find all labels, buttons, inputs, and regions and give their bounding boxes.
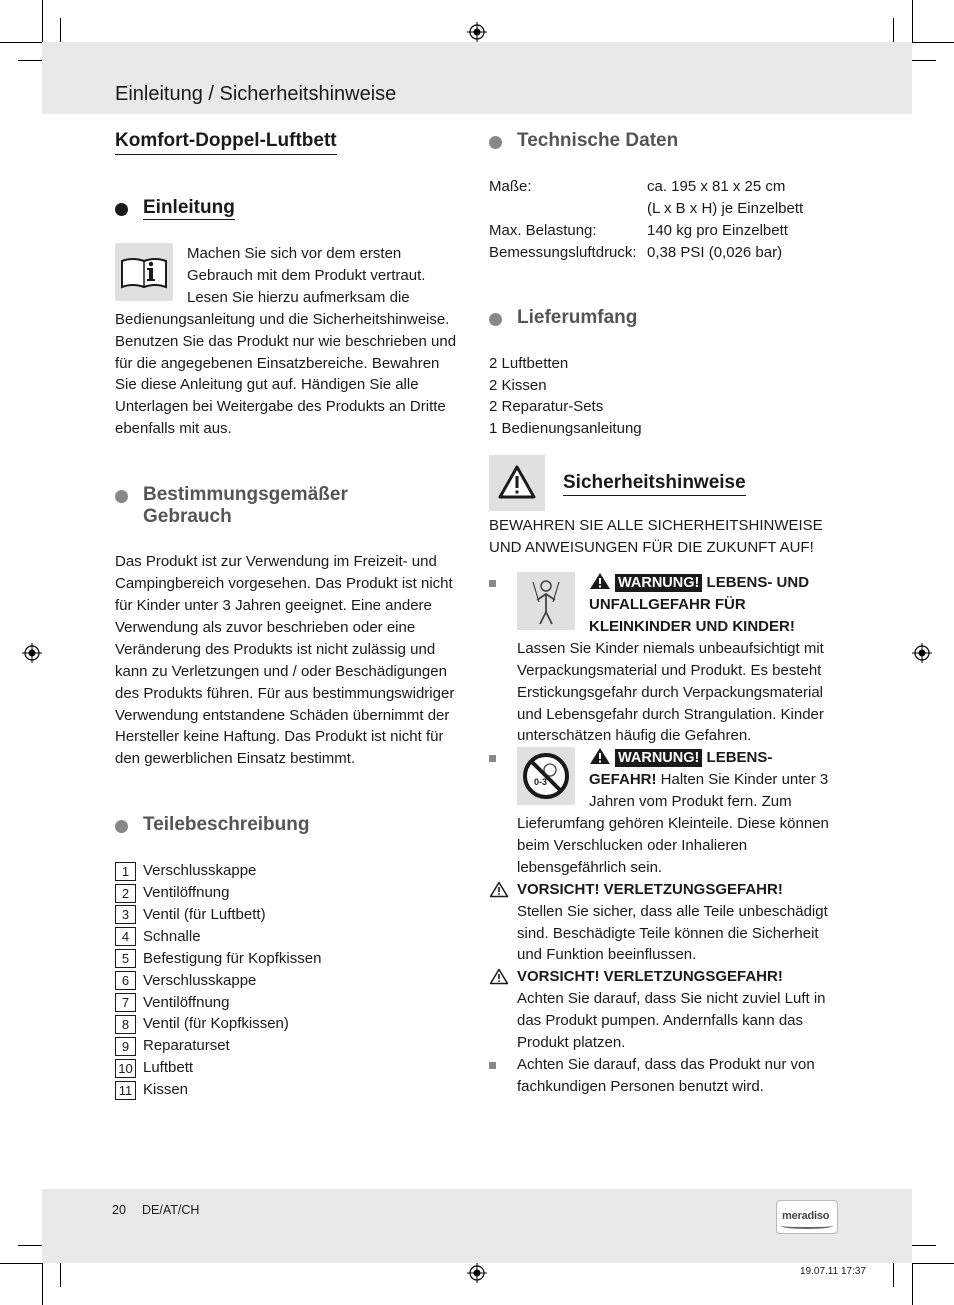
bullet-dot-icon (115, 203, 128, 216)
part-number: 5 (115, 949, 136, 968)
spec-value-line: ca. 195 x 81 x 25 cm (647, 178, 786, 195)
no-children-under-3-icon (517, 747, 575, 805)
part-number: 2 (115, 884, 136, 903)
warning-head-text: UND UNFALLGEFAHR FÜR (589, 574, 810, 613)
list-item (115, 992, 465, 1014)
list-item: 1 Bedienungsanleitung (489, 420, 642, 438)
intro-text: Machen Sie sich vor dem ersten Gebrauch mit dem Produkt vertraut. Lesen Sie hierzu aufmerksam die Bedienungsanleitung und die Sicherheitshinweise. Benutzen Sie das Produkt nur wie beschrieben und für die angegebenen Einsatzbereiche. Bewahren Sie diese Anleitung gut auf. Händigen Sie alle Unterlagen bei Weitergabe des Produkts an Dritte ebenfalls mit aus. (115, 245, 457, 438)
registration-mark-icon (467, 22, 487, 42)
crop-mark (912, 1263, 913, 1305)
crop-mark (0, 1263, 42, 1264)
caution-item (489, 879, 841, 967)
list-item (115, 1079, 465, 1101)
list-item: 2 Luftbetten (489, 354, 569, 372)
crop-mark (42, 1263, 43, 1305)
keep-notice-line: UND ANWEISUNGEN FÜR DIE ZUKUNFT AUF! (489, 539, 814, 557)
list-item (115, 1035, 465, 1057)
logo-swoosh-icon (781, 1223, 833, 1229)
section-heading-label: Gebrauch (143, 506, 232, 528)
part-label: Kissen (143, 1081, 189, 1099)
keep-notice (489, 515, 841, 559)
spec-key: Bemessungsluftdruck: (489, 243, 637, 261)
spec-value: 140 kg pro Einzelbett (647, 221, 788, 239)
spec-key: Max. Belastung: (489, 221, 597, 239)
caution-triangle-icon (489, 968, 509, 985)
part-number: 8 (115, 1015, 136, 1034)
caution-text: Achten Sie darauf, dass Sie nicht zuviel Luft in das Produkt pumpen. Andernfalls kann das Produkt platzen. (517, 990, 826, 1052)
right-column (489, 128, 841, 1098)
crop-mark (912, 42, 954, 43)
caution-head: VORSICHT! VERLETZUNGSGEFAHR! (517, 880, 783, 898)
safety-heading-label: Sicherheitshinweise (563, 471, 746, 496)
child-strangulation-icon (517, 572, 575, 630)
spec-value: 0,38 PSI (0,026 bar) (647, 243, 783, 261)
section-heading-label: Lieferumfang (517, 306, 638, 328)
part-number: 1 (115, 862, 136, 881)
page-title: Einleitung / Sicherheitshinweise (115, 83, 397, 105)
part-label: Ventil (für Luftbett) (143, 906, 266, 923)
part-label: Ventilöffnung (143, 993, 230, 1011)
list-item (115, 1057, 465, 1079)
print-date: 19.07.11 17:37 (800, 1266, 866, 1277)
caution-head: VORSICHT! VERLETZUNGSGEFAHR! (517, 968, 783, 986)
left-column (115, 128, 465, 1101)
tech-specs (489, 176, 841, 264)
section-heading-label: Teilebeschreibung (143, 814, 310, 836)
list-item (115, 970, 465, 992)
warning-head-text: GEFAHR! (589, 771, 657, 789)
caution-triangle-icon (489, 881, 509, 898)
part-number: 3 (115, 905, 136, 924)
list-item: 2 Reparatur-Sets (489, 398, 604, 416)
section-heading-tech (489, 130, 841, 152)
warning-text: Halten Sie Kinder unter 3 Jahren vom Produkt fern. Zum Lieferumfang gehören Kleinteile. Diese können beim Verschlucken oder Inhalieren lebensgefährlich sein. (517, 771, 829, 876)
warning-badge: WARNUNG! (615, 749, 702, 767)
crop-mark (893, 1259, 894, 1287)
section-heading-label: Technische Daten (517, 130, 679, 151)
warning-head-text: KLEINKINDER UND KINDER! (589, 617, 795, 635)
part-number: 11 (115, 1081, 136, 1100)
part-number: 7 (115, 993, 136, 1012)
section-heading-intro (115, 197, 465, 219)
intro-paragraph (115, 243, 465, 440)
spec-value (647, 176, 841, 220)
registration-mark-icon (22, 643, 42, 663)
safety-bullet (489, 1054, 841, 1098)
part-label: Verschlusskappe (143, 971, 257, 989)
bullet-square-icon (489, 755, 496, 762)
part-label: Verschlusskappe (143, 862, 257, 880)
list-item (115, 948, 465, 970)
bullet-square-icon (489, 1062, 496, 1069)
crop-mark (0, 42, 42, 43)
caution-item (489, 966, 841, 1054)
warning-item-children (489, 572, 841, 747)
age-label: 0-3 (534, 777, 548, 788)
section-heading-parts (115, 814, 465, 836)
warning-head-text: LEBENS- (706, 749, 773, 767)
bullet-square-icon (489, 580, 496, 587)
part-label: Luftbett (143, 1059, 194, 1077)
caution-text: Stellen Sie sicher, dass alle Teile unbeschädigt sind. Beschädigte Teile können die Sicherheit und Funktion beeinflussen. (517, 902, 828, 964)
section-heading-label: Bestimmungsgemäßer (143, 484, 348, 506)
crop-mark (42, 0, 43, 42)
list-item (115, 882, 465, 904)
brand-logo-text: meradiso (782, 1210, 830, 1222)
spec-row (489, 242, 841, 264)
registration-mark-icon (912, 643, 932, 663)
spec-row (489, 176, 841, 220)
part-label: Reparaturset (143, 1037, 230, 1055)
safety-bullet-text: Achten Sie darauf, dass das Produkt nur von fachkundigen Personen benutzt wird. (517, 1056, 815, 1095)
crop-mark (60, 1259, 61, 1287)
bullet-dot-icon (115, 820, 128, 833)
bullet-dot-icon (115, 490, 128, 503)
intended-use-paragraph: Das Produkt ist zur Verwendung im Freizeit- und Campingbereich vorgesehen. Das Produkt ist nicht für Kinder unter 3 Jahren geeignet. Eine andere Verwendung als zuvor beschrieben oder eine Veränderung des Produkts ist nicht zulässig und kann zu Verletzungen und / oder Beschädigungen des Produkts führen. Für aus bestimmungswidriger Verwendung entstandene Schäden übernimmt der Hersteller keine Haftung. Das Produkt ist nicht für den gewerblichen Einsatz bestimmt. (115, 553, 455, 768)
section-heading-label: Einleitung (143, 197, 235, 218)
part-label: Befestigung für Kopfkissen (143, 949, 322, 967)
locale-label: DE/AT/CH (142, 1203, 200, 1217)
warning-text: Lassen Sie Kinder niemals unbeaufsichtigt mit Verpackungsmaterial und Produkt. Es besteht Erstickungsgefahr durch Verpackungsmaterial und Lebensgefahr durch Strangulation. Kinder unterschätzen häufig die Gefahren. (517, 639, 824, 745)
warning-badge: WARNUNG! (615, 574, 702, 592)
info-book-icon (115, 243, 173, 301)
crop-mark (908, 1245, 936, 1246)
crop-mark (912, 1263, 954, 1264)
section-heading-intended-use (115, 484, 465, 528)
crop-mark (912, 0, 913, 42)
bullet-dot-icon (489, 313, 502, 326)
warning-triangle-icon (489, 455, 545, 511)
crop-mark (908, 60, 936, 61)
part-number: 6 (115, 971, 136, 990)
list-item (115, 1013, 465, 1035)
section-heading-scope (489, 307, 841, 329)
part-label: Ventilöffnung (143, 884, 230, 902)
keep-notice-line: BEWAHREN SIE ALLE SICHERHEITSHINWEISE (489, 517, 823, 535)
scope-list (489, 353, 841, 441)
product-title: Komfort-Doppel-Luftbett (115, 129, 337, 155)
warning-triangle-icon (589, 572, 611, 590)
warning-triangle-icon (589, 747, 611, 765)
list-item (115, 904, 465, 926)
list-item (115, 926, 465, 948)
part-label: Ventil (für Kopfkissen) (143, 1015, 289, 1033)
spec-value-line: (L x B x H) je Einzelbett (647, 199, 804, 217)
list-item (115, 860, 465, 882)
spec-key: Maße: (489, 178, 532, 195)
brand-logo (776, 1200, 838, 1234)
bullet-dot-icon (489, 136, 502, 149)
warning-item-small-parts (489, 747, 841, 878)
part-number: 9 (115, 1037, 136, 1056)
parts-list (115, 860, 465, 1101)
page-number: 20 (112, 1203, 126, 1217)
spec-row (489, 220, 841, 242)
warning-head-text: LEBENS- (706, 574, 773, 592)
part-label: Schnalle (143, 927, 201, 945)
part-number: 10 (115, 1059, 136, 1078)
list-item: 2 Kissen (489, 376, 547, 394)
part-number: 4 (115, 927, 136, 946)
registration-mark-icon (467, 1263, 487, 1283)
safety-heading (489, 455, 841, 511)
